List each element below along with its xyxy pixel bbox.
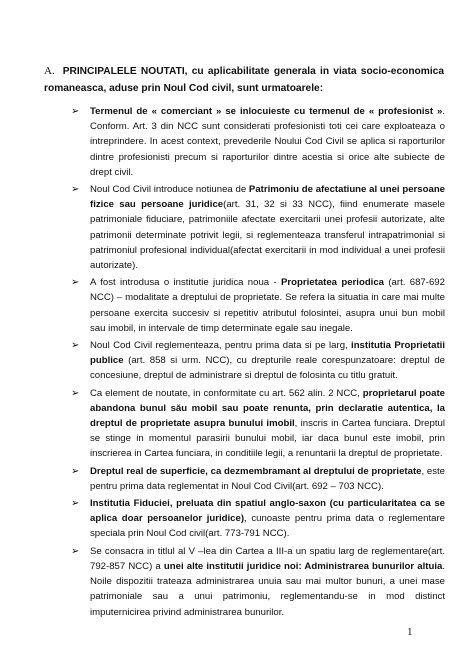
body-text: (art. 858 si urm. NCC), cu drepturile reale corespunzatoare: dreptul de concesiune, dreptul de administrare si dreptul de folosinta cu titlu gratuit.	[90, 355, 445, 382]
emphasized-text: proprietarul poate abandona bunul său mobil sau poate renunta, prin declaratie autentica, la dreptul de proprietate asupra bunului imobil	[90, 387, 446, 430]
arrow-bullet-icon: ➢	[71, 498, 80, 510]
list-item	[71, 275, 445, 336]
list-item	[71, 104, 445, 180]
section-heading	[44, 63, 444, 97]
arrow-bullet-icon: ➢	[71, 106, 80, 117]
arrow-bullet-icon: ➢	[71, 545, 80, 557]
arrow-bullet-icon: ➢	[71, 340, 80, 352]
page-number: 1	[407, 626, 413, 638]
emphasized-text: Proprietatea periodica	[281, 277, 385, 289]
list-item	[71, 496, 445, 542]
body-text: Se consacra in titlul al V –lea din Cartea a III-a un spatiu larg de reglementare(art. 792-857 NCC) a	[90, 545, 445, 572]
body-text: (art. 31, 32 si 33 NCC), fiind enumerate masele patrimoniale fiduciare, patrimoniile afectate exercitarii unei profesii autorizate, alte patrimonii determinate potrivit legii, si reglementeaza transferul intrapatrimonial si patrimoniul profesional individual(afectat exercitarii in mod individual a unei profesii autorizate).	[90, 199, 445, 272]
list-item	[71, 464, 445, 494]
emphasized-text: Institutia Fiduciei, preluata din spatiul anglo-saxon (cu particularitatea ca se aplica doar persoanelor juridice)	[90, 498, 445, 525]
list-item	[71, 544, 445, 620]
list-item	[71, 386, 445, 462]
body-text: . Noile dispozitii trateaza administrarea unuia sau mai multor bunuri, a unei mase patrimoniale sau a unui patrimoniu, reglementandu-se in mod distinct imputernicirea privind administrarea bunurilor.	[90, 560, 445, 618]
emphasized-text: Termenul de « comerciant » se inlocuieste cu termenul de « profesionist »	[90, 106, 443, 117]
body-text: , cunoaste pentru prima data o reglementare speciala prin Noul Cod civil(art. 773-791 NCC).	[90, 513, 446, 540]
body-text: , inscris in Cartea funciara. Dreptul se stinge in momentul parasirii bunului mobil, iar daca bunul este imobil, prin inscrierea in Cartea funciara, in conditiile legii, a renuntarii la dreptul de proprietate.	[90, 418, 445, 460]
body-text: . Conform. Art. 3 din NCC sunt considerati profesionisti toti cei care exploateaza o intreprindere. In acest context, prevederile Noului Cod Civil se aplica si raporturilor dintre profesionisti precum si raporturilor dintre acestia si orice alte subiecte de drept civil.	[90, 106, 445, 178]
novelties-list	[71, 104, 445, 622]
body-text: (art. 687-692 NCC) – modalitate a dreptului de proprietate. Se refera la situatia in care mai multe persoane exercita succesiv si repetitiv atributul folosintei, asupra unui bun mobil sau imobil, in intervale de timp determinate egale sau inegale.	[90, 277, 445, 334]
list-item	[71, 182, 445, 273]
emphasized-text: Patrimoniu de afectatiune al unei persoane fizice sau persoane juridice	[90, 184, 446, 211]
emphasized-text: institutia Proprietatii publice	[90, 340, 445, 367]
body-text: Noul Cod Civil reglementeaza, pentru prima data si pe larg,	[90, 340, 352, 352]
emphasized-text: unei alte institutii juridice noi: Administrarea bunurilor altuia	[163, 560, 443, 572]
body-text: A fost introdusa o institutie juridica noua -	[90, 277, 282, 289]
body-text: , este pentru prima data reglementat in Noul Cod Civil(art. 692 – 703 NCC).	[90, 465, 445, 492]
emphasized-text: Dreptul real de superficie, ca dezmembramant al dreptului de proprietate	[90, 465, 422, 477]
body-text: Noul Cod Civil introduce notiunea de	[90, 184, 249, 196]
section-title: PRINCIPALELE NOUTATI, cu aplicabilitate generala in viata socio-economica romaneasca, aduse prin Noul Cod civil, sunt urmatoarele:	[44, 66, 444, 94]
section-letter: A.	[44, 65, 55, 77]
arrow-bullet-icon: ➢	[71, 465, 80, 477]
list-item	[71, 338, 445, 384]
arrow-bullet-icon: ➢	[71, 277, 80, 289]
body-text: Ca element de noutate, in conformitate cu art. 562 alin. 2 NCC,	[90, 387, 363, 399]
arrow-bullet-icon: ➢	[71, 387, 80, 399]
arrow-bullet-icon: ➢	[71, 184, 80, 196]
